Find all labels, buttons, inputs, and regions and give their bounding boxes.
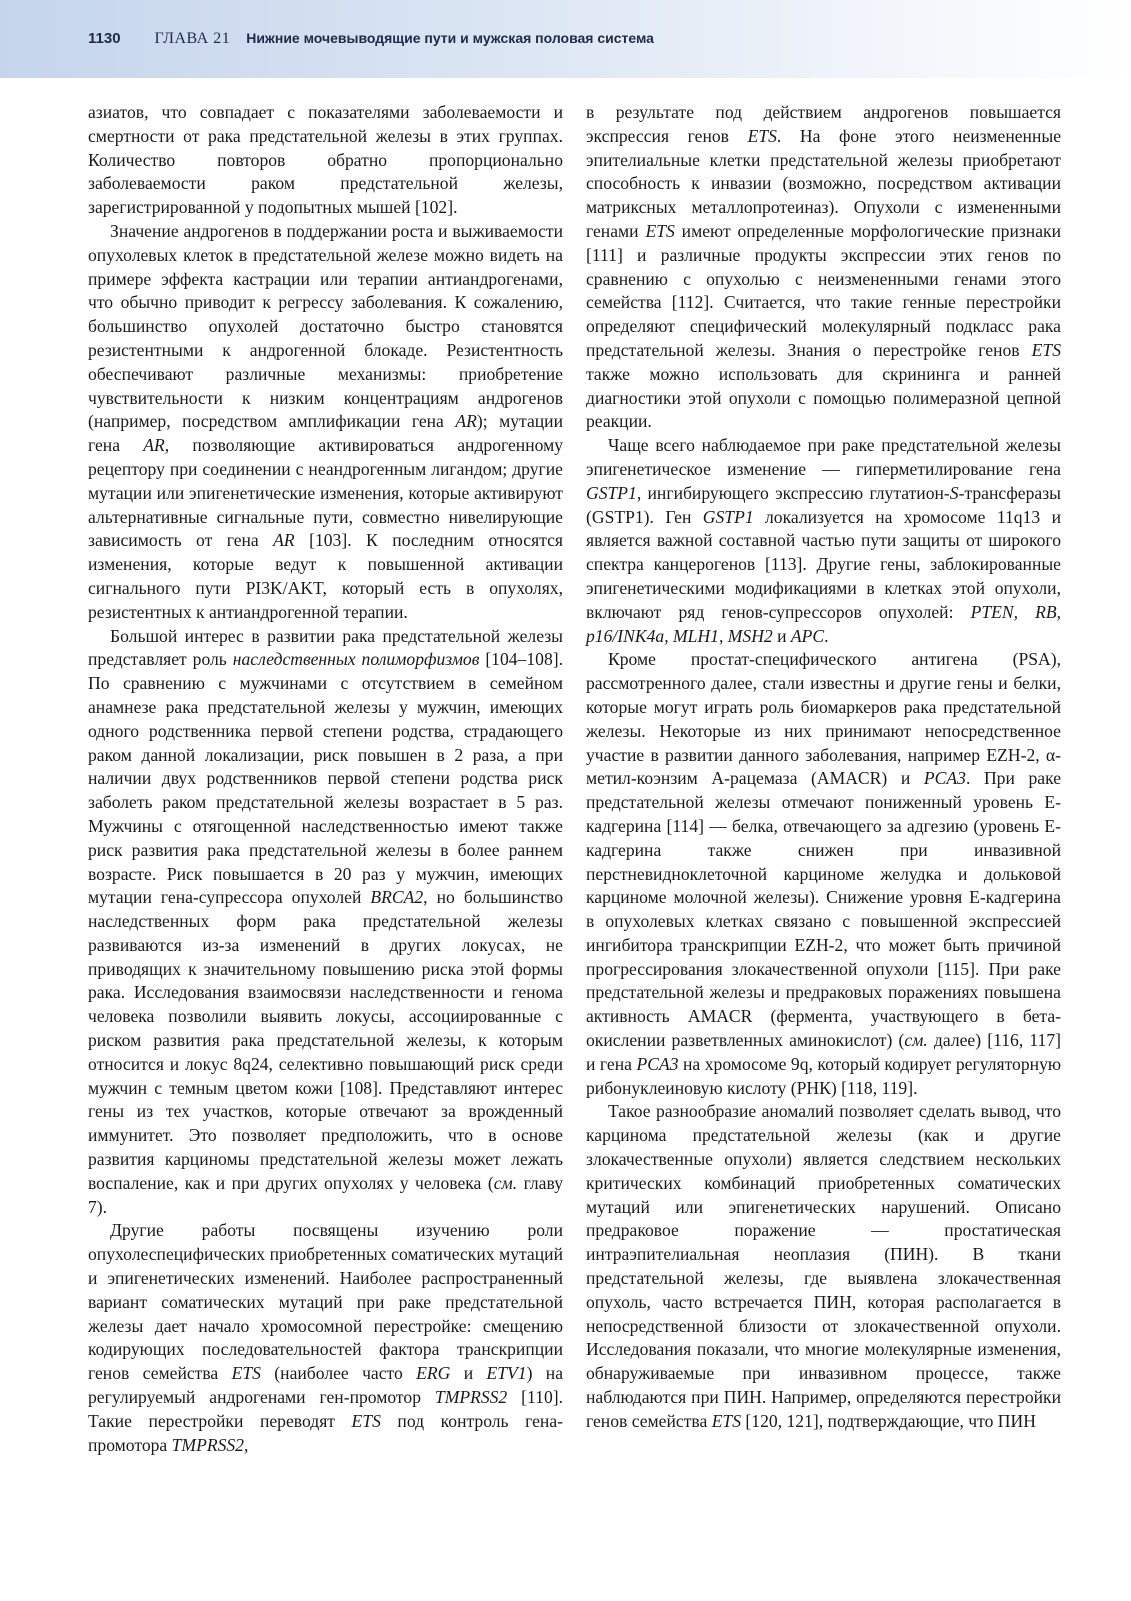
paragraph-text: ) на регулируемый андрогенами ген-промотор <box>88 1363 564 1408</box>
paragraph-text: в результате под действием андрогенов повышается экспрессия генов <box>586 102 1061 146</box>
italic-text: PTEN, RB, p16/INK4a, MLH1, MSH2 <box>586 601 1061 646</box>
paragraph-text: , ингибирующего экспрессию глутатион- <box>636 482 950 503</box>
italic-text: наследственных полиморфизмов <box>232 649 480 670</box>
paragraph-text: , но большинство наследственных форм рака предстательной железы развиваются из-за изменений в других локусах, не приводящих к значительному повышению риска этой формы рака. Исследования взаимосвязи наследственности и генома человека позволили выявить локусы, ассоциированные с риском развития рака предстательной железы, к которым относится и локус 8q24, селективно повышающий риск среди мужчин с темным цветом кожи [108]. Представляют интерес гены из тех участков, которые отвечают за врожденный иммунитет. Это позволяет предположить, что в основе развития карциномы предстательной железы может лежать воспаление, как и при других опухолях у человека ( <box>88 887 563 1193</box>
paragraph-text: (наиболее часто <box>260 1363 417 1384</box>
left-column <box>88 101 563 1457</box>
italic-text: ETS <box>351 1410 381 1431</box>
paragraph-text: под контроль гена-промотора <box>88 1410 563 1455</box>
page-number: 1130 <box>88 30 121 47</box>
paragraph-text: Такое разнообразие аномалий позволяет сделать вывод, что карцинома предстательной железы (как и другие злокачественные опухоли) является следствием нескольких критических комбинаций приобретенных соматических мутаций или эпигенетических нарушений. Описано предраковое поражение — простатическая интраэпителиальная неоплазия (ПИН). В ткани предстательной железы, где выявлена злокачественная опухоль, часто встречается ПИН, которая располагается в непосредственной близости от злокачественной опухоли. Исследования показали, что многие молекулярные изменения, обнаруживаемые при инвазивном процессе, также наблюдаются при ПИН. Например, определяются перестройки генов семейства <box>586 1101 1061 1431</box>
italic-text: ERG <box>416 1363 451 1384</box>
italic-text: AR <box>273 530 295 551</box>
paragraph-text: Кроме простат-специфического антигена (PSA), рассмотренного далее, стали известны и другие гены и белки, которые могут играть роль биомаркеров рака предстательной железы. Некоторые из них принимают непосредственное участие в развитии данного заболевания, например EZH-2, α-метил-коэнзим А-рацемаза (AMACR) и <box>586 649 1061 789</box>
chapter-label: ГЛАВА 21 <box>154 30 231 47</box>
paragraph-text: Чаще всего наблюдаемое при раке предстательной железы эпигенетическое изменение — гиперметилирование гена <box>586 435 1061 479</box>
paragraph-text: имеют определенные морфологические признаки [111] и различные продукты экспрессии этих генов по сравнению с опухолью с неизмененными генами этого семейства [112]. Считается, что такие генные перестройки определяют специфический молекулярный подкласс рака предстательной железы. Знания о перестройке генов <box>586 220 1061 360</box>
italic-text: см. <box>904 1030 928 1051</box>
paragraph-text: локализуется на хромосоме 11q13 и является важной составной частью пути защиты от широкого спектра канцерогенов [113]. Другие гены, заблокированные эпигенетическими модификациями в клетках этой опухоли, включают ряд генов-супрессоров опухолей: <box>586 506 1061 622</box>
italic-text: APC <box>790 625 825 646</box>
italic-text: BRCA2 <box>370 887 424 908</box>
paragraph-text: -трансферазы (GSTP1). Ген <box>586 482 1061 527</box>
paragraph-text: , <box>243 1434 249 1455</box>
paragraph <box>88 220 563 625</box>
paragraph-text: Другие работы посвящены изучению роли опухолеспецифических приобретенных соматических мутаций и эпигенетических изменений. Наиболее распространенный вариант соматических мутаций при раке предстательной железы дает начало хромосомной перестройке: смещению кодирующих последовательностей фактора транскрипции генов семейства <box>88 1220 563 1384</box>
paragraph-text: . При раке предстательной железы отмечают пониженный уровень Е-кадгерина [114] — белка, отвечающего за адгезию (уровень Е-кадгерина также снижен при инвазивной перстневидноклеточной карциноме желудка и дольковой карциноме молочной железы). Снижение уровня Е-кадгерина в опухолевых клетках связано с повышенной экспрессией ингибитора транскрипции EZH-2, что может быть причиной прогрессирования злокачественной опухоли [115]. При раке предстательной железы и предраковых поражениях повышена активность AMACR (фермента, участвующего в бета-окислении разветвленных аминокислот) ( <box>586 768 1062 1051</box>
paragraph <box>88 1219 563 1457</box>
chapter-title: Нижние мочевыводящие пути и мужская половая система <box>246 30 654 46</box>
paragraph <box>586 648 1061 1100</box>
paragraph-text: также можно использовать для скрининга и ранней диагностики этой опухоли с помощью полимеразной цепной реакции. <box>586 363 1061 432</box>
italic-text: AR <box>143 435 165 456</box>
italic-text: ETS <box>231 1363 261 1384</box>
paragraph-text: и <box>772 625 791 646</box>
paragraph-text: ); мутации гена <box>88 411 564 456</box>
paragraph-text: на хромосоме 9q, который кодирует регуляторную рибонуклеиновую кислоту (РНК) [118, 119]. <box>586 1053 1062 1098</box>
paragraph-text: далее) [116, 117] и гена <box>586 1030 1061 1074</box>
italic-text: см. <box>493 1172 518 1193</box>
paragraph <box>586 434 1061 648</box>
italic-text: ETS <box>645 220 675 241</box>
italic-text: GSTP1 <box>702 506 754 527</box>
italic-text: ETV1 <box>486 1363 527 1384</box>
paragraph <box>88 625 563 1220</box>
running-header <box>88 30 654 48</box>
paragraph <box>88 101 563 220</box>
italic-text: TMPRSS2 <box>171 1434 244 1455</box>
paragraph-text: азиатов, что совпадает с показателями заболеваемости и смертности от рака предстательной железы в этих группах. Количество повторов обратно пропорционально заболеваемости раком предстательной железы, зарегистрированной у подопытных мышей [102]. <box>88 102 563 218</box>
italic-text: AR <box>455 411 477 432</box>
paragraph <box>586 1100 1061 1433</box>
paragraph-text: . На фоне этого неизмененные эпителиальные клетки предстательной железы приобретают способность к инвазии (возможно, посредством активации матриксных металлопротеиназ). Опухоли с измененными генами <box>586 125 1061 241</box>
right-column <box>586 101 1061 1434</box>
paragraph-text: Значение андрогенов в поддержании роста и выживаемости опухолевых клеток в предстательной железе можно видеть на примере эффекта кастрации или терапии антиандрогенами, что обычно приводит к регрессу заболевания. К сожалению, большинство опухолей достаточно быстро становятся резистентными к андрогенной блокаде. Резистентность обеспечивают различные механизмы: приобретение чувствительности к низким концентрациям андрогенов (например, посредством амплификации гена <box>88 220 563 432</box>
italic-text: PCA3 <box>636 1053 679 1074</box>
paragraph-text: Большой интерес в развитии рака предстательной железы представляет роль <box>88 625 563 670</box>
paragraph-text: главу 7). <box>88 1172 563 1217</box>
paragraph-text: [103]. К последним относятся изменения, которые ведут к повышенной активации сигнального пути PI3K/AKT, который есть в опухолях, резистентных к антиандрогенной терапии. <box>88 530 563 622</box>
italic-text: ETS <box>747 125 777 146</box>
italic-text: PCA3 <box>923 768 966 789</box>
paragraph-text: [104–108]. По сравнению с мужчинами с отсутствием в семейном анамнезе рака предстательной железы у мужчин, имеющих одного родственника первой степени родства, страдающего раком данной локализации, риск повышен в 2 раза, а при наличии двух родственников первой степени родства риск заболеть раком предстательной железы возрастает в 5 раз. Мужчины с отягощенной наследственностью имеют также риск развития рака предстательной железы в более раннем возрасте. Риск повышается в 20 раз у мужчин, имеющих мутации гена-супрессора опухолей <box>88 649 564 908</box>
paragraph <box>586 101 1061 434</box>
italic-text: TMPRSS2 <box>434 1387 508 1408</box>
paragraph-text: [110]. Такие перестройки переводят <box>88 1387 563 1431</box>
italic-text: ETS <box>711 1410 742 1431</box>
paragraph-text: , позволяющие активироваться андрогенному рецептору при соединении с неандрогенным лигандом; другие мутации или эпигенетические изменения, которые активируют альтернативные сигнальные пути, совместно нивелирующие зависимость от гена <box>88 435 564 551</box>
italic-text: ETS <box>1031 339 1061 360</box>
page-header <box>0 0 1131 78</box>
italic-text: GSTP1 <box>586 482 637 503</box>
paragraph-text: [120, 121], подтверждающие, что ПИН <box>741 1410 1036 1431</box>
italic-text: S <box>949 482 959 503</box>
paragraph-text: и <box>450 1363 487 1384</box>
paragraph-text: . <box>824 625 829 646</box>
